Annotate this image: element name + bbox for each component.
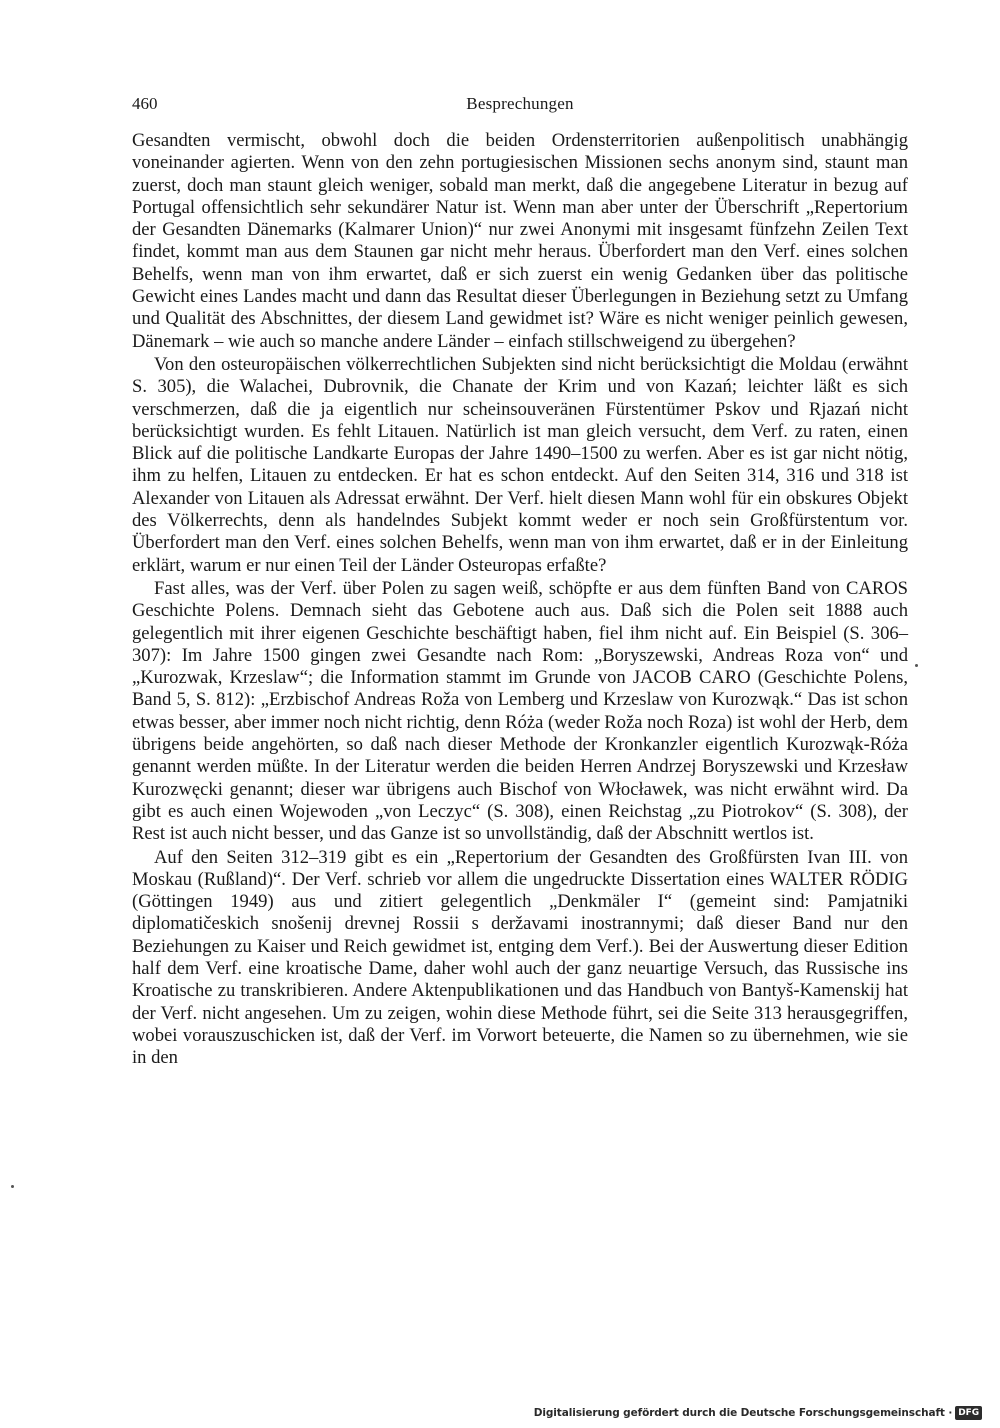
digitization-credit xyxy=(534,1406,982,1420)
paragraph-osteuropa: Von den osteuropäischen völkerrechtlichen Subjekten sind nicht berücksichtigt die Moldau (erwähnt S. 305), die Walachei, Dubrovnik, die Chanate der Krim und von Kazań; leichter läßt es sich verschmerzen, daß die ja eigentlich nur scheinsouveränen Fürstentümer Pskov und Rjazań nicht berücksichtigt wurden. Es fehlt Litauen. Natürlich ist man gleich versucht, dem Verf. zu raten, einen Blick auf die politische Landkarte Europas der Jahre 1490–1500 zu werfen. Aber es ist gar nicht nötig, ihm zu helfen, Litauen zu entdecken. Er hat es schon entdeckt. Auf den Seiten 314, 316 und 318 ist Alexander von Litauen als Adressat erwähnt. Der Verf. hielt diesen Mann wohl für ein obskures Objekt des Völkerrechts, denn als handelndes Subjekt kommt weder er noch sein Großfürstentum vor. Überfordert man den Verf. eines solchen Behelfs, wenn man von ihm erwartet, daß er in der Einleitung erklärt, warum er nur einen Teil der Länder Osteuropas erfaßte? xyxy=(132,353,908,576)
dfg-logo: DFG xyxy=(955,1406,982,1420)
running-title: Besprechungen xyxy=(466,94,574,113)
body-text xyxy=(132,130,908,1069)
paragraph-moskau: Auf den Seiten 312–319 gibt es ein „Repertorium der Gesandten des Großfürsten Ivan III. von Moskau (Rußland)“. Der Verf. schrieb vor allem die ungedruckte Dissertation eines WALTER RÖDIG (Göttingen 1949) aus und zitiert gelegentlich „Denkmäler I“ (gemeint sind: Pamjatniki diplomatičeskich snošenij drevnej Rossii s deržavami inostrannymi; daß dieser Band nur den Beziehungen zu Kaiser und Reich gewidmet ist, entging dem Verf.). Bei der Auswertung dieser Edition half dem Verf. eine kroatische Dame, daher wohl auch der ganz neuartige Versuch, das Russische ins Kroatische zu transkribieren. Andere Aktenpublikationen und das Handbuch von Bantyš-Kamenskij hat der Verf. nicht angesehen. Um zu zeigen, wohin diese Methode führt, sei die Seite 313 herausgegriffen, wobei vorauszuschicken ist, daß der Verf. im Vorwort beteuerte, die Namen so zu übernehmen, wie sie in den xyxy=(132,846,908,1069)
credit-text: Digitalisierung gefördert durch die Deutsche Forschungsgemeinschaft · xyxy=(533,1407,953,1419)
page-number: 460 xyxy=(132,94,158,113)
scan-speck xyxy=(915,664,918,667)
paragraph-polen: Fast alles, was der Verf. über Polen zu sagen weiß, schöpfte er aus dem fünften Band von CAROS Geschichte Polens. Demnach sieht das Gebotene auch aus. Daß sich die Polen seit 1888 auch gelegentlich mit ihrer eigenen Geschichte beschäftigt haben, fiel ihm nicht auf. Ein Beispiel (S. 306–307): Im Jahre 1500 gingen zwei Gesandte nach Rom: „Boryszewski, Andreas Roza von“ und „Kurozwak, Krzeslaw“; die Information stammt im Grunde von JACOB CARO (Geschichte Polens, Band 5, S. 812): „Erzbischof Andreas Roža von Lemberg und Krzeslaw von Kurozwąk.“ Das ist schon etwas besser, aber immer noch nicht richtig, denn Róża (weder Roža noch Roza) ist wohl der Herb, dem übrigens beide angehörten, so daß nach dieser Methode der Kronkanzler eigentlich Kurozwąk-Róża genannt werden müßte. In der Literatur werden die beiden Herren Andrzej Boryszewski und Krzesław Kurozwęcki genannt; dieser war übrigens auch Bischof von Włocławek, was nicht erwähnt wird. Da gibt es auch einen Wojewoden „von Leczyc“ (S. 308), einen Reichstag „zu Piotrokov“ (S. 308), der Rest ist auch nicht besser, und das Ganze ist so unvollständig, daß der Abschnitt wertlos ist. xyxy=(132,577,908,845)
running-head xyxy=(132,92,908,116)
paragraph-continuation: Gesandten vermischt, obwohl doch die beiden Ordensterritorien außenpolitisch unabhängig voneinander agierten. Wenn von den zehn portugiesischen Missionen sechs anonym sind, staunt man zuerst, doch man staunt gleich weniger, sobald man merkt, daß die angegebene Literatur in bezug auf Portugal offensichtlich sehr sekundärer Natur ist. Wenn man aber unter der Überschrift „Repertorium der Gesandten Dänemarks (Kalmarer Union)“ nur zwei Anonymi mit insgesamt fünfzehn Zeilen Text findet, kommt man aus dem Staunen gar nicht mehr heraus. Überfordert man den Verf. eines solchen Behelfs, wenn man von ihm erwartet, daß er sich zuerst ein wenig Gedanken über das politische Gewicht eines Landes macht und dann das Resultat dieser Überlegungen in Beziehung setzt zu Umfang und Qualität des Abschnittes, der diesem Land gewidmet ist? Wäre es nicht weniger peinlich gewesen, Dänemark – wie auch so manche andere Länder – einfach stillschweigend zu übergehen? xyxy=(132,130,908,352)
scan-speck xyxy=(11,1185,14,1188)
